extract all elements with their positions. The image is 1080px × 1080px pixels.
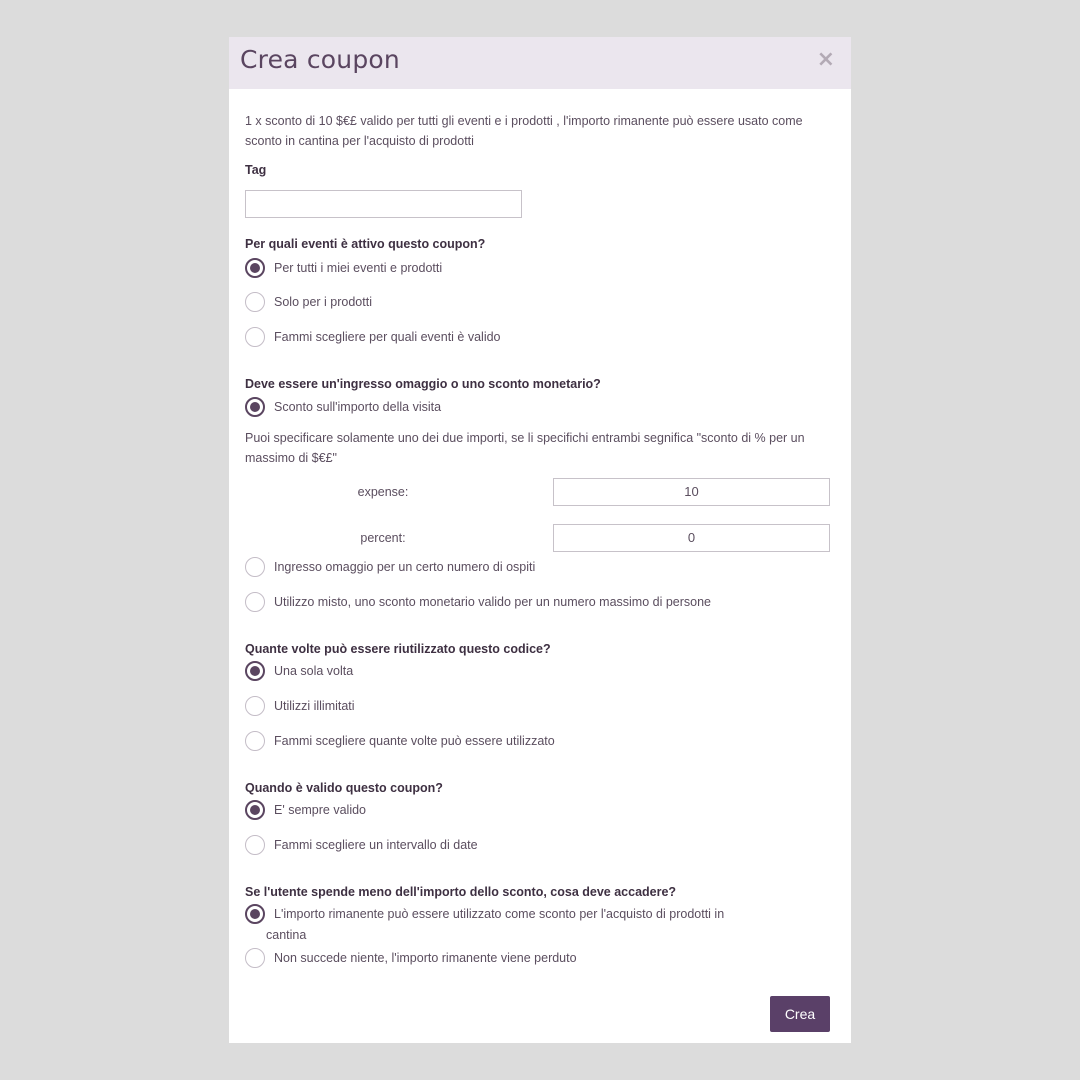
radio-button-checked[interactable] bbox=[245, 258, 265, 278]
radio-label-continuation: cantina bbox=[266, 928, 307, 942]
radio-button[interactable] bbox=[245, 292, 265, 312]
radio-label: Utilizzo misto, uno sconto monetario valido per un numero massimo di persone bbox=[274, 595, 712, 609]
radio-button-checked[interactable] bbox=[245, 904, 265, 924]
tag-input[interactable] bbox=[245, 190, 522, 218]
reuse-question: Quante volte può essere riutilizzato questo codice? bbox=[245, 642, 551, 656]
radio-button[interactable] bbox=[245, 327, 265, 347]
radio-label: Fammi scegliere un intervallo di date bbox=[274, 838, 478, 852]
remainder-question: Se l'utente spende meno dell'importo dello sconto, cosa deve accadere? bbox=[245, 885, 677, 899]
radio-label: Ingresso omaggio per un certo numero di ospiti bbox=[274, 560, 536, 574]
radio-reuse-choose[interactable] bbox=[245, 731, 555, 751]
radio-button[interactable] bbox=[245, 592, 265, 612]
close-icon[interactable]: × bbox=[816, 47, 835, 72]
validity-question: Quando è valido questo coupon? bbox=[245, 781, 443, 795]
radio-label: Sconto sull'importo della visita bbox=[274, 400, 442, 414]
expense-input[interactable]: 10 bbox=[553, 478, 830, 506]
radio-button-checked[interactable] bbox=[245, 661, 265, 681]
percent-input[interactable]: 0 bbox=[553, 524, 830, 552]
radio-button-checked[interactable] bbox=[245, 800, 265, 820]
radio-button[interactable] bbox=[245, 557, 265, 577]
dialog-header bbox=[229, 37, 851, 89]
radio-label: Una sola volta bbox=[274, 664, 354, 678]
radio-button[interactable] bbox=[245, 731, 265, 751]
dialog-title: Crea coupon bbox=[240, 45, 400, 74]
radio-button[interactable] bbox=[245, 835, 265, 855]
radio-remainder-lost[interactable] bbox=[245, 948, 577, 968]
create-button[interactable]: Crea bbox=[770, 996, 830, 1032]
radio-events-choose[interactable] bbox=[245, 327, 501, 347]
radio-label: Per tutti i miei eventi e prodotti bbox=[274, 261, 443, 275]
radio-label: Utilizzi illimitati bbox=[274, 699, 355, 713]
radio-events-products[interactable] bbox=[245, 292, 372, 312]
radio-always-valid[interactable] bbox=[245, 800, 366, 820]
expense-label: expense: bbox=[357, 485, 409, 499]
events-question: Per quali eventi è attivo questo coupon? bbox=[245, 237, 486, 251]
radio-label: E' sempre valido bbox=[274, 803, 367, 817]
radio-reuse-once[interactable] bbox=[245, 661, 353, 681]
radio-date-range[interactable] bbox=[245, 835, 478, 855]
radio-events-all[interactable] bbox=[245, 258, 442, 278]
discount-type-question: Deve essere un'ingresso omaggio o uno sconto monetario? bbox=[245, 377, 601, 391]
discount-note: Puoi specificare solamente uno dei due importi, se li specifichi entrambi segnifica "sconto di % per un massimo di $€£" bbox=[245, 431, 805, 465]
tag-label: Tag bbox=[245, 163, 267, 177]
radio-label: Solo per i prodotti bbox=[274, 295, 372, 309]
radio-button-checked[interactable] bbox=[245, 397, 265, 417]
create-coupon-dialog bbox=[229, 37, 851, 1043]
radio-remainder-use[interactable] bbox=[245, 904, 724, 924]
radio-button[interactable] bbox=[245, 948, 265, 968]
radio-button[interactable] bbox=[245, 696, 265, 716]
radio-mixed-use[interactable] bbox=[245, 592, 711, 612]
radio-label: Non succede niente, l'importo rimanente viene perduto bbox=[274, 951, 577, 965]
radio-discount-amount[interactable] bbox=[245, 397, 441, 417]
percent-label: percent: bbox=[360, 531, 406, 545]
radio-label: L'importo rimanente può essere utilizzato come sconto per l'acquisto di prodotti in bbox=[274, 907, 725, 921]
radio-reuse-unlimited[interactable] bbox=[245, 696, 355, 716]
coupon-summary: 1 x sconto di 10 $€£ valido per tutti gli eventi e i prodotti , l'importo rimanente può essere usato come sconto in cantina per l'acquisto di prodotti bbox=[245, 114, 803, 148]
radio-label: Fammi scegliere per quali eventi è valido bbox=[274, 330, 501, 344]
radio-label: Fammi scegliere quante volte può essere utilizzato bbox=[274, 734, 555, 748]
radio-free-entry[interactable] bbox=[245, 557, 535, 577]
